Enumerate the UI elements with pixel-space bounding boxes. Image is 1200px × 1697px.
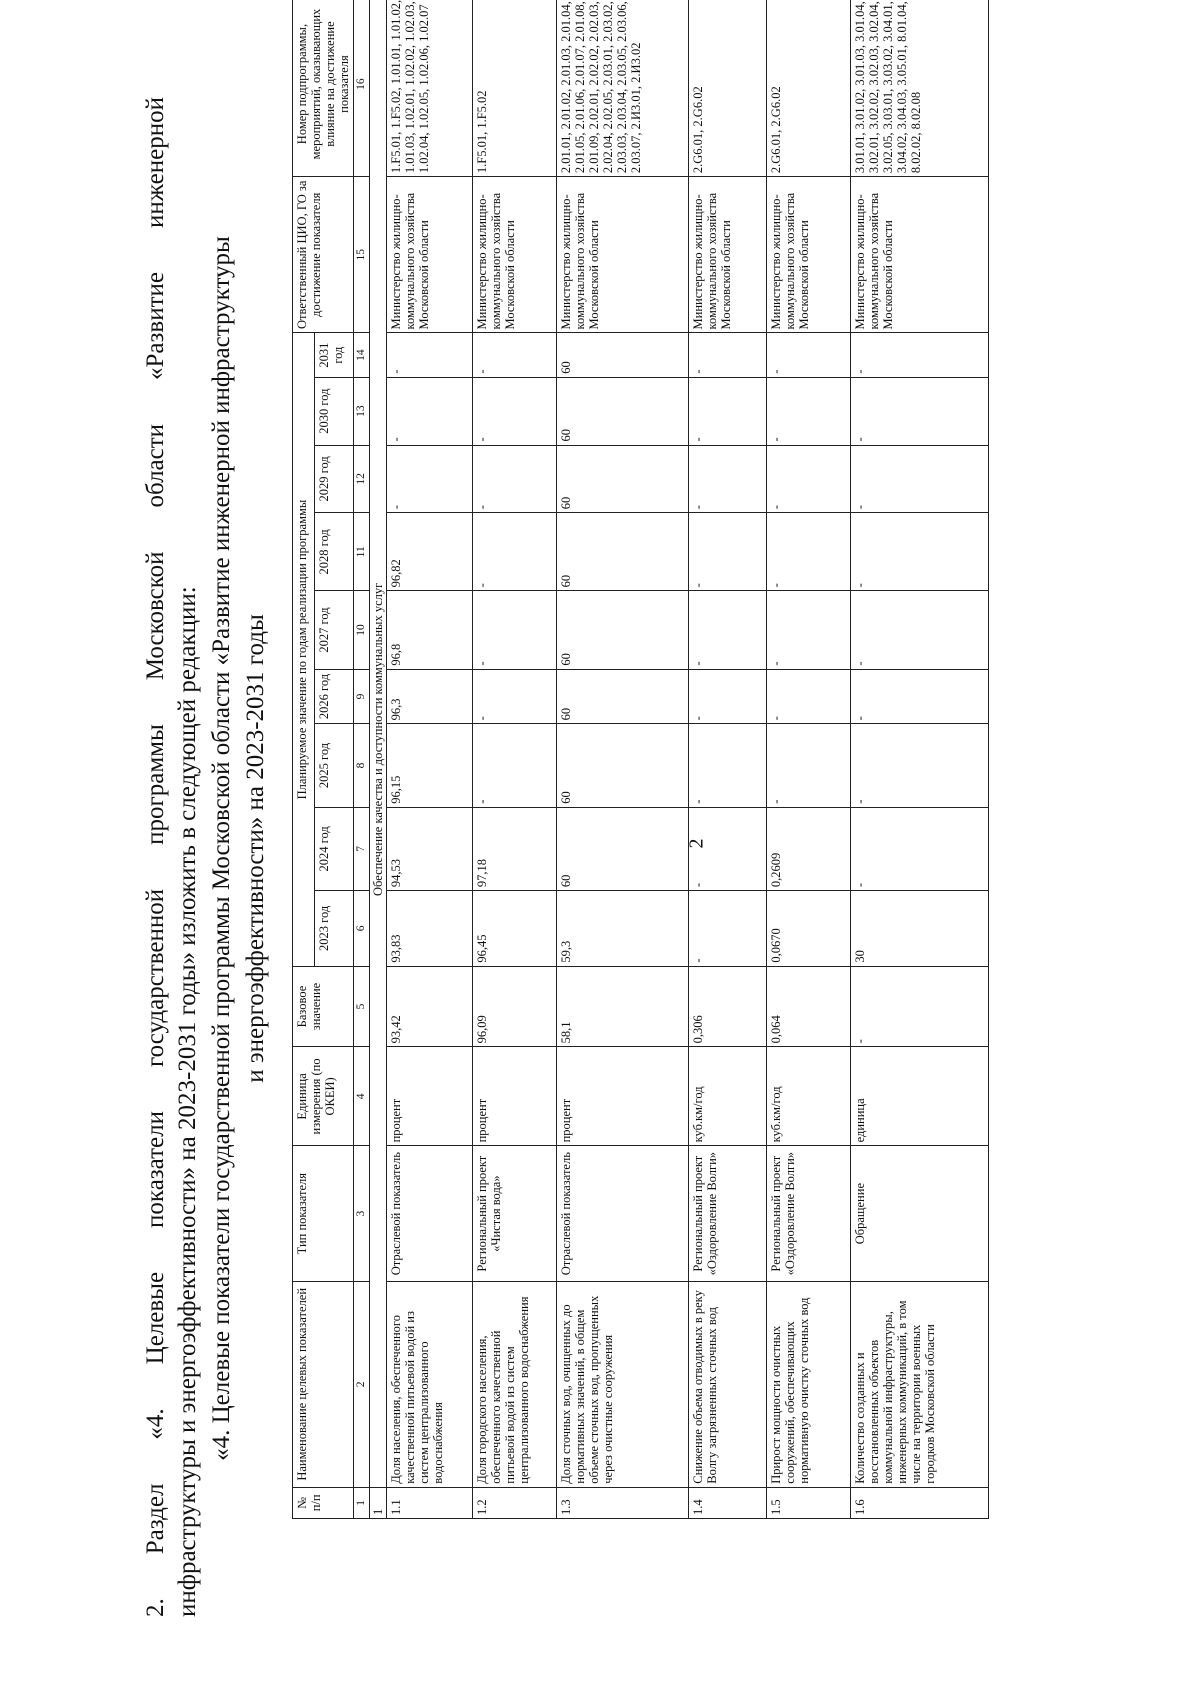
row-num: 1.1 [386,1487,472,1518]
column-number: 6 [354,891,370,967]
row-year-value: 0,0670 [766,891,850,967]
row-name: Доля городского населения, обеспеченного качественной питьевой водой из систем централизованного водоснабжения [472,1281,556,1487]
header-year: 2024 год [315,807,354,890]
header-year: 2027 год [315,591,354,669]
table-row [766,0,850,1519]
row-responsible: Министерство жилищно-коммунального хозяйства Московской области [386,177,472,333]
header-planned: Планируемое значение по годам реализации программы [293,333,315,966]
row-base: 96,09 [472,966,556,1047]
row-year-value: - [472,333,556,377]
heading-line-2: инфраструктуры и энергоэффективности» на 2023-2031 годы» изложить в следующей редакции: [174,586,201,1617]
row-year-value: 60 [556,724,688,807]
column-number: 7 [354,807,370,890]
row-year-value: - [688,377,766,445]
row-year-value: 60 [556,333,688,377]
row-year-value: 96,3 [386,669,472,724]
row-type: Отраслевой показатель [386,1146,472,1281]
row-base: 0,064 [766,966,850,1047]
row-year-value: - [688,807,766,890]
table-row [472,0,556,1519]
heading-line-1: 2. Раздел «4. Целевые показатели государственной программы Московской области «Развитие инженерной [142,97,169,1617]
row-year-value: - [472,591,556,669]
row-year-value: - [850,807,988,890]
row-year-value: - [766,669,850,724]
header-num: № п/п [293,1487,354,1518]
row-year-value: - [766,513,850,591]
row-year-value: 96,8 [386,591,472,669]
row-year-value: - [386,333,472,377]
column-number: 2 [354,1281,370,1487]
section-num: 1 [369,1487,386,1518]
row-year-value: - [766,724,850,807]
row-num: 1.6 [850,1487,988,1518]
row-year-value: - [688,669,766,724]
row-year-value: - [766,377,850,445]
column-number: 12 [354,445,370,513]
row-year-value: 59,3 [556,891,688,967]
row-subprograms: 2.G6.01, 2.G6.02 [766,0,850,177]
row-year-value: - [850,445,988,513]
row-name: Доля сточных вод, очищенных до нормативных значений, в общем объеме сточных вод, пропущенных через очистные сооружения [556,1281,688,1487]
row-base: 93,42 [386,966,472,1047]
row-year-value: 60 [556,591,688,669]
header-unit: Единица измерения (по ОКЕИ) [293,1047,354,1146]
column-number: 10 [354,591,370,669]
row-type: Отраслевой показатель [556,1146,688,1281]
section-row [369,0,386,1519]
row-year-value: - [766,591,850,669]
row-year-value: 60 [556,807,688,890]
heading-line-3: «4. Целевые показатели государственной программы Московской области «Развитие инженерной инфраструктуры [208,236,235,1461]
section-title: Обеспечение качества и доступности коммунальных услуг [369,0,386,1487]
header-year: 2030 год [315,377,354,445]
row-year-value: - [850,669,988,724]
row-unit: процент [472,1047,556,1146]
row-year-value: 96,82 [386,513,472,591]
row-responsible: Министерство жилищно-коммунального хозяйства Московской области [766,177,850,333]
column-number: 16 [354,0,370,177]
table-row [386,0,472,1519]
row-year-value: - [850,513,988,591]
row-subprograms: 1.F5.01, 1.F5.02, 1.01.01, 1.01.02, 1.01.03, 1.02.01, 1.02.02, 1.02.03, 1.02.04, 1.02.05, 1.02.06, 1.02.07 [386,0,472,177]
page-number: 2 [685,838,708,849]
row-year-value: 0,2609 [766,807,850,890]
row-num: 1.2 [472,1487,556,1518]
row-year-value: - [688,591,766,669]
header-base: Базовое значение [293,966,354,1047]
column-number: 13 [354,377,370,445]
row-type: Обращение [850,1146,988,1281]
row-year-value: 94,53 [386,807,472,890]
row-year-value: - [386,377,472,445]
row-unit: куб.км/год [688,1047,766,1146]
column-number: 4 [354,1047,370,1146]
row-unit: куб.км/год [766,1047,850,1146]
row-responsible: Министерство жилищно-коммунального хозяйства Московской области [688,177,766,333]
column-number: 14 [354,333,370,377]
row-year-value: - [472,445,556,513]
row-year-value: - [472,377,556,445]
row-year-value: - [850,377,988,445]
column-number: 15 [354,177,370,333]
table-row [850,0,988,1519]
row-subprograms: 1.F5.01, 1.F5.02 [472,0,556,177]
row-num: 1.3 [556,1487,688,1518]
row-year-value: - [850,591,988,669]
row-year-value: - [386,445,472,513]
header-year: 2029 год [315,445,354,513]
header-year: 2031 год [315,333,354,377]
row-num: 1.5 [766,1487,850,1518]
header-year: 2025 год [315,724,354,807]
row-type: Региональный проект «Оздоровление Волги» [766,1146,850,1281]
row-unit: единица [850,1047,988,1146]
heading-line-4: и энергоэффективности» на 2023-2031 годы [242,614,269,1083]
row-num: 1.4 [688,1487,766,1518]
row-subprograms: 3.01.01, 3.01.02, 3.01.03, 3.01.04, 3.02.01, 3.02.02, 3.02.03, 3.02.04, 3.02.05, 3.03.01, 3.03.02, 3.04.01, 3.04.02, 3.04.03, 3.05.01, 8.01.04, 8.02.02, 8.02.08 [850,0,988,177]
header-name: Наименование целевых показателей [293,1281,354,1487]
row-unit: процент [386,1047,472,1146]
row-type: Региональный проект «Оздоровление Волги» [688,1146,766,1281]
row-year-value: - [766,445,850,513]
row-year-value: - [766,333,850,377]
row-responsible: Министерство жилищно-коммунального хозяйства Московской области [472,177,556,333]
row-year-value: 60 [556,377,688,445]
row-name: Прирост мощности очистных сооружений, обеспечивающих нормативную очистку сточных вод [766,1281,850,1487]
row-subprograms: 2.G6.01, 2.G6.02 [688,0,766,177]
row-year-value: 60 [556,513,688,591]
row-name: Снижение объема отводимых в реку Волгу загрязненных сточных вод [688,1281,766,1487]
row-year-value: - [688,891,766,967]
row-year-value: 96,15 [386,724,472,807]
row-base: 58,1 [556,966,688,1047]
row-year-value: - [688,724,766,807]
row-year-value: - [850,333,988,377]
row-base: - [850,966,988,1047]
row-responsible: Министерство жилищно-коммунального хозяйства Московской области [556,177,688,333]
row-year-value: 60 [556,669,688,724]
row-year-value: 60 [556,445,688,513]
header-responsible: Ответственный ЦИО, ГО за достижение показателя [293,177,354,333]
row-year-value: - [472,669,556,724]
row-responsible: Министерство жилищно-коммунального хозяйства Московской области [850,177,988,333]
row-type: Региональный проект «Чистая вода» [472,1146,556,1281]
row-year-value: - [688,333,766,377]
row-year-value: - [472,724,556,807]
row-year-value: - [688,513,766,591]
column-number: 1 [354,1487,370,1518]
row-base: 0,306 [688,966,766,1047]
row-year-value: 30 [850,891,988,967]
header-year: 2023 год [315,891,354,967]
row-year-value: 93,83 [386,891,472,967]
header-type: Тип показателя [293,1146,354,1281]
column-number: 8 [354,724,370,807]
column-number: 9 [354,669,370,724]
row-unit: процент [556,1047,688,1146]
header-year: 2026 год [315,669,354,724]
row-year-value: 96,45 [472,891,556,967]
table-row [688,0,766,1519]
header-subprograms: Номер подпрограммы, мероприятий, оказывающих влияние на достижение показателя [293,0,354,177]
row-year-value: - [850,724,988,807]
table-row [556,0,688,1519]
column-number: 3 [354,1146,370,1281]
row-year-value: - [688,445,766,513]
row-subprograms: 2.01.01, 2.01.02, 2.01.03, 2.01.04, 2.01.05, 2.01.06, 2.01.07, 2.01.08, 2.01.09, 2.02.01, 2.02.02, 2.02.03, 2.02.04, 2.02.05, 2.03.01, 2.03.02, 2.03.03, 2.03.04, 2.03.05, 2.03.06, 2.03.07, 2.И3.01, 2.И3.02 [556,0,688,177]
indicators-table [292,0,989,1519]
column-number: 11 [354,513,370,591]
row-name: Доля населения, обеспеченного качественной питьевой водой из систем централизованного водоснабжения [386,1281,472,1487]
row-name: Количество созданных и восстановленных объектов коммунальной инфраструктуры, инженерных коммуникаций, в том числе на территории военных городков Московской области [850,1281,988,1487]
column-number: 5 [354,966,370,1047]
row-year-value: - [472,513,556,591]
row-year-value: 97,18 [472,807,556,890]
header-year: 2028 год [315,513,354,591]
